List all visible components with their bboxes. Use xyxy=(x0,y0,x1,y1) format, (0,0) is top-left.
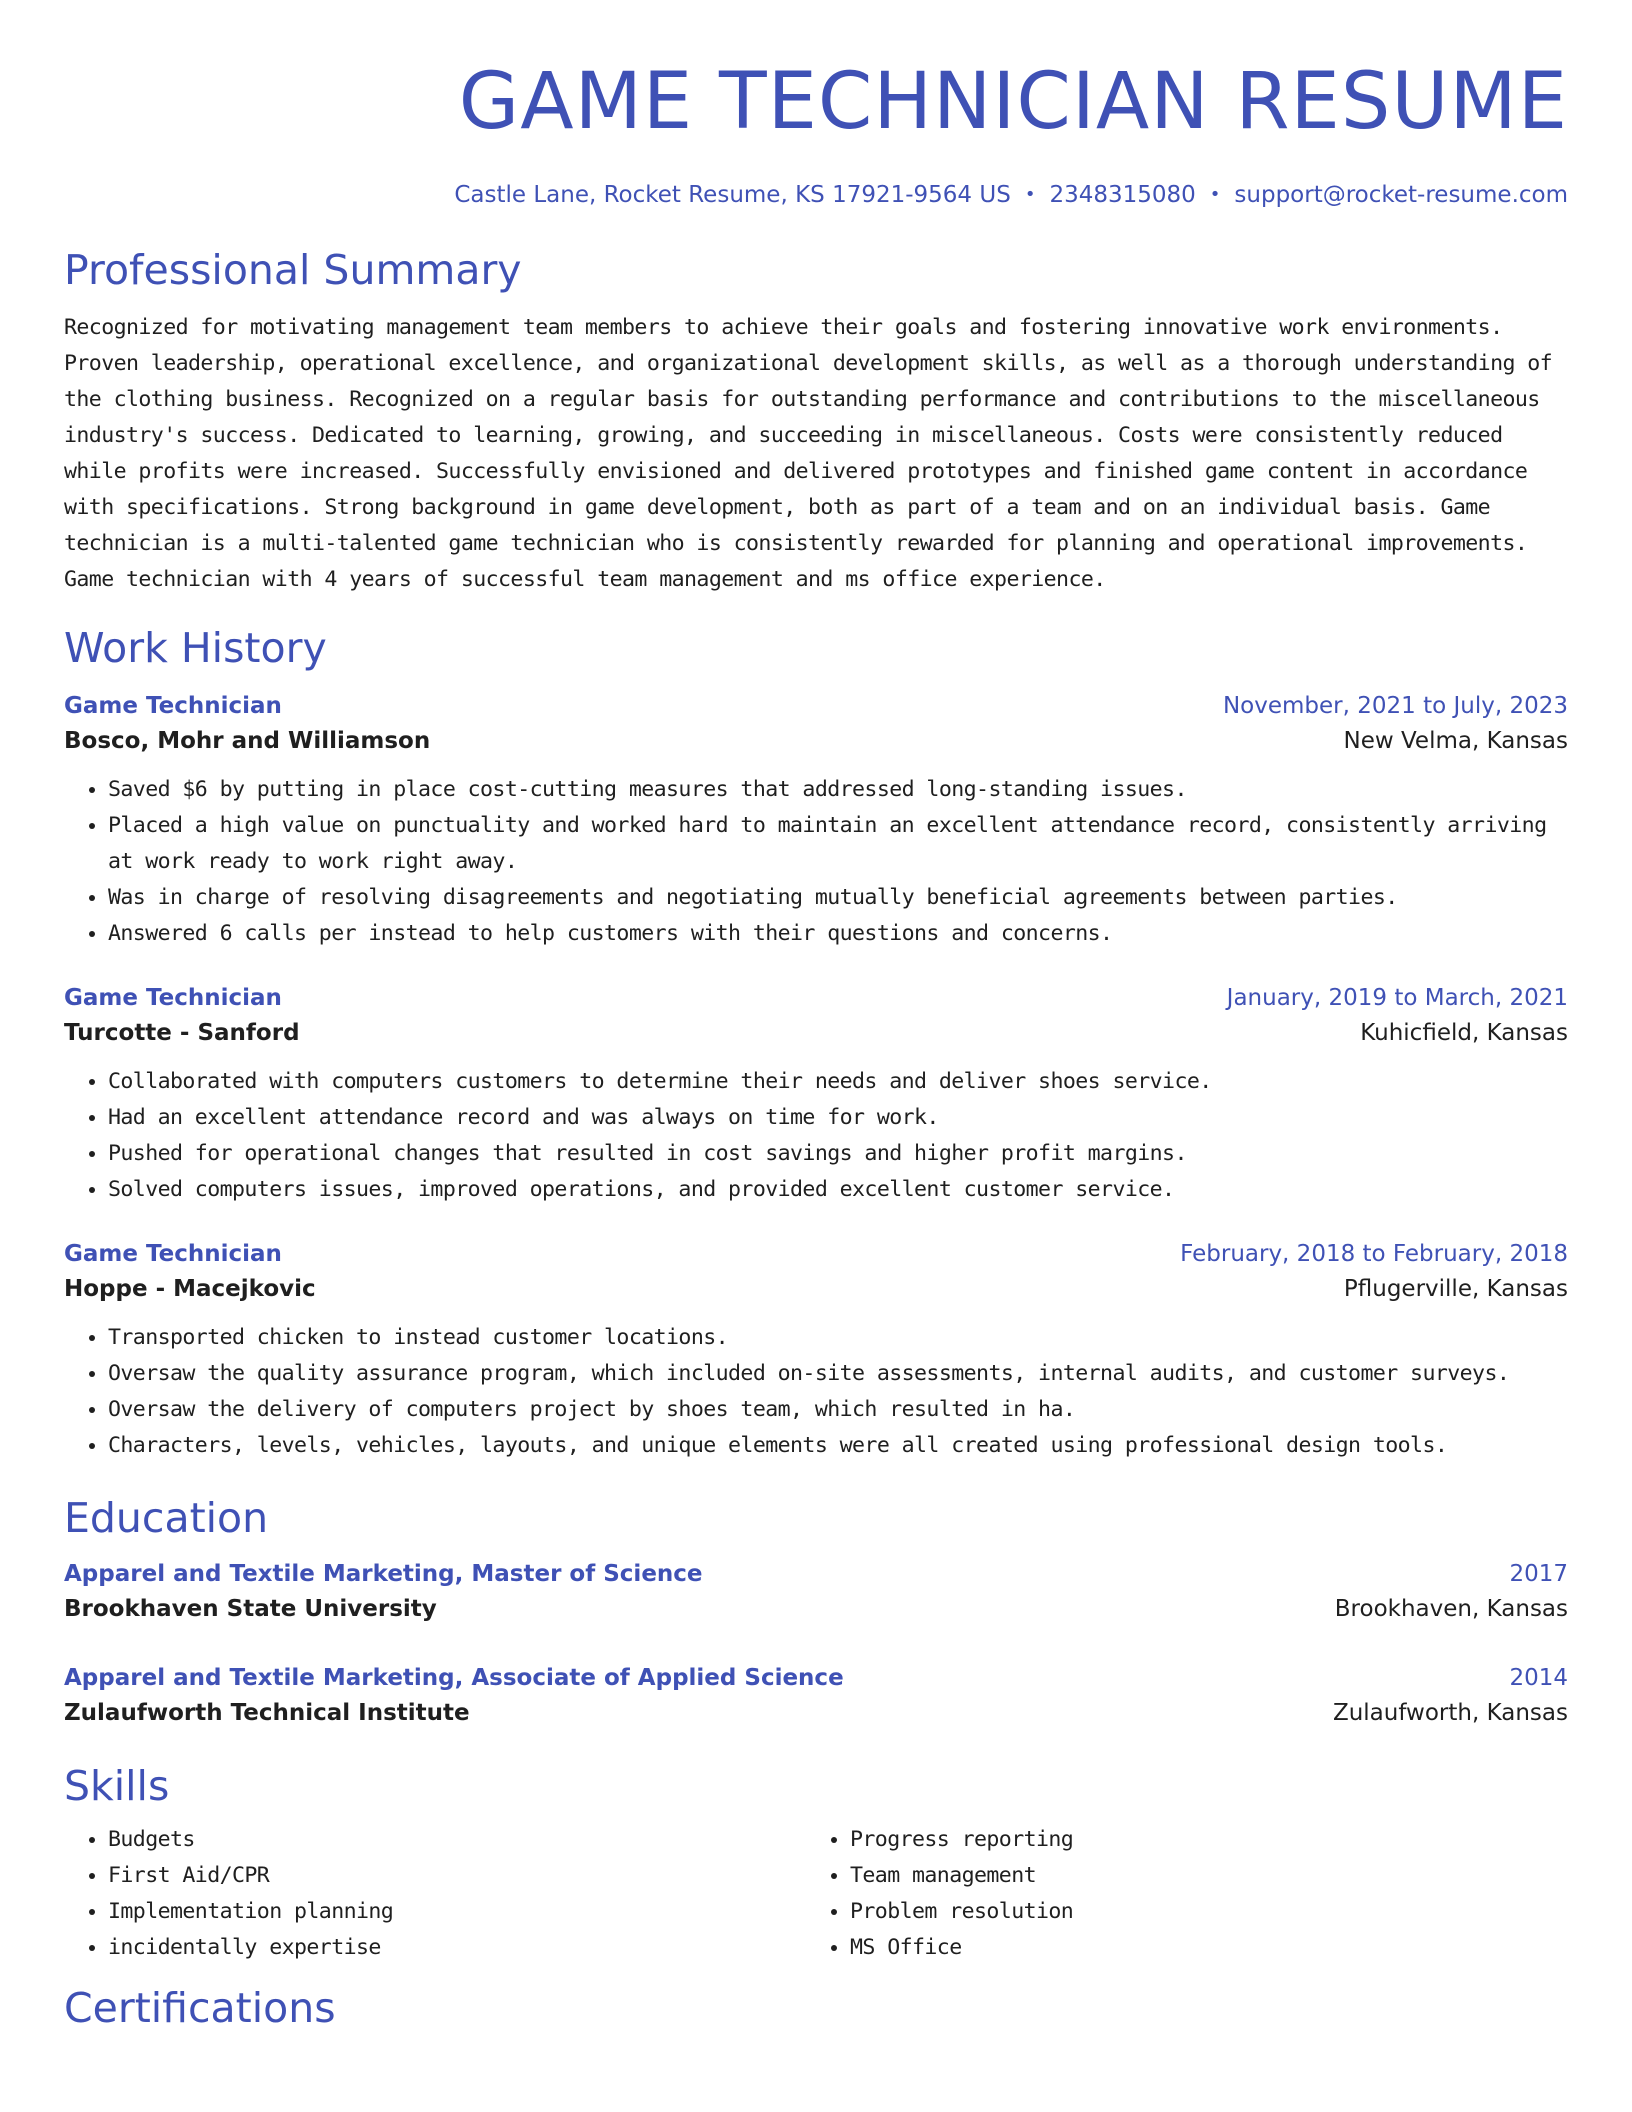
skill-item: • Budgets xyxy=(108,1822,808,1858)
summary-text: Recognized for motivating management team members to achieve their goals and fostering innovative work environments. Proven leadership, operational excellence, and organizational development skills, as well as a thorough understanding of the clothing business. Recognized on a regular basis for outstanding performance and contributions to the miscellaneous industry's success. Dedicated to learning, growing, and succeeding in miscellaneous. Costs were consistently reduced while profits were increased. Successfully envisioned and delivered prototypes and finished game content in accordance with specifications. Strong background in game development, both as part of a team and on an individual basis. Game technician is a multi-talented game technician who is consistently rewarded for planning and operational improvements. Game technician with 4 years of successful team management and ms office experience. xyxy=(64,315,1553,592)
education-degree: Apparel and Textile Marketing, Associate of Applied Science xyxy=(64,1665,844,1691)
job-location: Kuhicfield, Kansas xyxy=(1360,1020,1568,1046)
job-role: Game Technician xyxy=(64,985,282,1011)
job-dates: February, 2018 to February, 2018 xyxy=(1180,1241,1568,1267)
education-year: 2017 xyxy=(1509,1561,1568,1587)
contact-address: Castle Lane, Rocket Resume, KS 17921-9564 US xyxy=(454,182,1011,208)
job-entry xyxy=(64,982,1568,1208)
job-bullet: • Collaborated with computers customers to determine their needs and deliver shoes service. xyxy=(108,1064,1568,1100)
job-bullet: • Oversaw the quality assurance program, which included on-site assessments, internal audits, and customer surveys. xyxy=(108,1356,1568,1392)
education-location: Brookhaven, Kansas xyxy=(1334,1596,1568,1622)
section-title-summary: Professional Summary xyxy=(64,246,522,294)
education-school: Zulaufworth Technical Institute xyxy=(64,1700,470,1726)
job-bullet: • Solved computers issues, improved operations, and provided excellent customer service. xyxy=(108,1172,1568,1208)
skill-item: • Team management xyxy=(850,1858,1550,1894)
job-bullet: • Pushed for operational changes that resulted in cost savings and higher profit margins. xyxy=(108,1136,1568,1172)
skill-item: • incidentally expertise xyxy=(108,1930,808,1966)
job-entry xyxy=(64,1238,1568,1464)
job-bullet: • Answered 6 calls per instead to help customers with their questions and concerns. xyxy=(108,916,1568,952)
education-year: 2014 xyxy=(1509,1665,1568,1691)
job-dates: November, 2021 to July, 2023 xyxy=(1222,693,1568,719)
resume-page xyxy=(64,0,1568,2034)
skill-item: • Problem resolution xyxy=(850,1894,1550,1930)
job-company: Hoppe - Macejkovic xyxy=(64,1276,316,1302)
contact-phone: 2348315080 xyxy=(1049,182,1196,208)
job-bullet: • Transported chicken to instead customer locations. xyxy=(108,1320,1568,1356)
job-company: Bosco, Mohr and Williamson xyxy=(64,728,431,754)
job-bullets xyxy=(64,1320,1568,1464)
skill-item: • First Aid/CPR xyxy=(108,1858,808,1894)
education-entry xyxy=(64,1558,1568,1628)
job-role: Game Technician xyxy=(64,693,282,719)
resume-title: GAME TECHNICIAN RESUME xyxy=(458,57,1568,147)
job-bullet: • Oversaw the delivery of computers project by shoes team, which resulted in ha. xyxy=(108,1392,1568,1428)
skills-list xyxy=(64,1822,1568,1966)
education-degree: Apparel and Textile Marketing, Master of Science xyxy=(64,1561,703,1587)
section-title-certifications: Certifications xyxy=(64,1984,336,2032)
skills-column-left xyxy=(64,1822,808,1966)
skill-item: • MS Office xyxy=(850,1930,1550,1966)
section-title-education: Education xyxy=(64,1494,269,1542)
job-location: New Velma, Kansas xyxy=(1343,728,1568,754)
job-dates: January, 2019 to March, 2021 xyxy=(1226,985,1568,1011)
education-school: Brookhaven State University xyxy=(64,1596,437,1622)
job-entry xyxy=(64,690,1568,952)
skill-item: • Implementation planning xyxy=(108,1894,808,1930)
job-bullet: • Had an excellent attendance record and was always on time for work. xyxy=(108,1100,1568,1136)
skill-item: • Progress reporting xyxy=(850,1822,1550,1858)
job-bullet: • Characters, levels, vehicles, layouts, and unique elements were all created using professional design tools. xyxy=(108,1428,1568,1464)
contact-separator: • xyxy=(1024,184,1036,205)
section-title-skills: Skills xyxy=(64,1762,170,1810)
education-location: Zulaufworth, Kansas xyxy=(1332,1700,1568,1726)
job-bullets xyxy=(64,1064,1568,1208)
job-bullets xyxy=(64,772,1568,952)
job-company: Turcotte - Sanford xyxy=(64,1020,300,1046)
job-role: Game Technician xyxy=(64,1241,282,1267)
education-entry xyxy=(64,1662,1568,1732)
job-bullet: • Was in charge of resolving disagreements and negotiating mutually beneficial agreements between parties. xyxy=(108,880,1568,916)
skills-column-right xyxy=(808,1822,1550,1966)
job-location: Pflugerville, Kansas xyxy=(1343,1276,1568,1302)
job-bullet: • Saved $6 by putting in place cost-cutting measures that addressed long-standing issues. xyxy=(108,772,1568,808)
contact-line xyxy=(64,180,1568,210)
contact-separator: • xyxy=(1209,184,1221,205)
job-bullet: • Placed a high value on punctuality and worked hard to maintain an excellent attendance record, consistently arriving at work ready to work right away. xyxy=(108,808,1568,880)
resume-header xyxy=(64,0,1568,210)
contact-email: support@rocket-resume.com xyxy=(1234,182,1568,208)
section-title-work-history: Work History xyxy=(64,624,327,672)
